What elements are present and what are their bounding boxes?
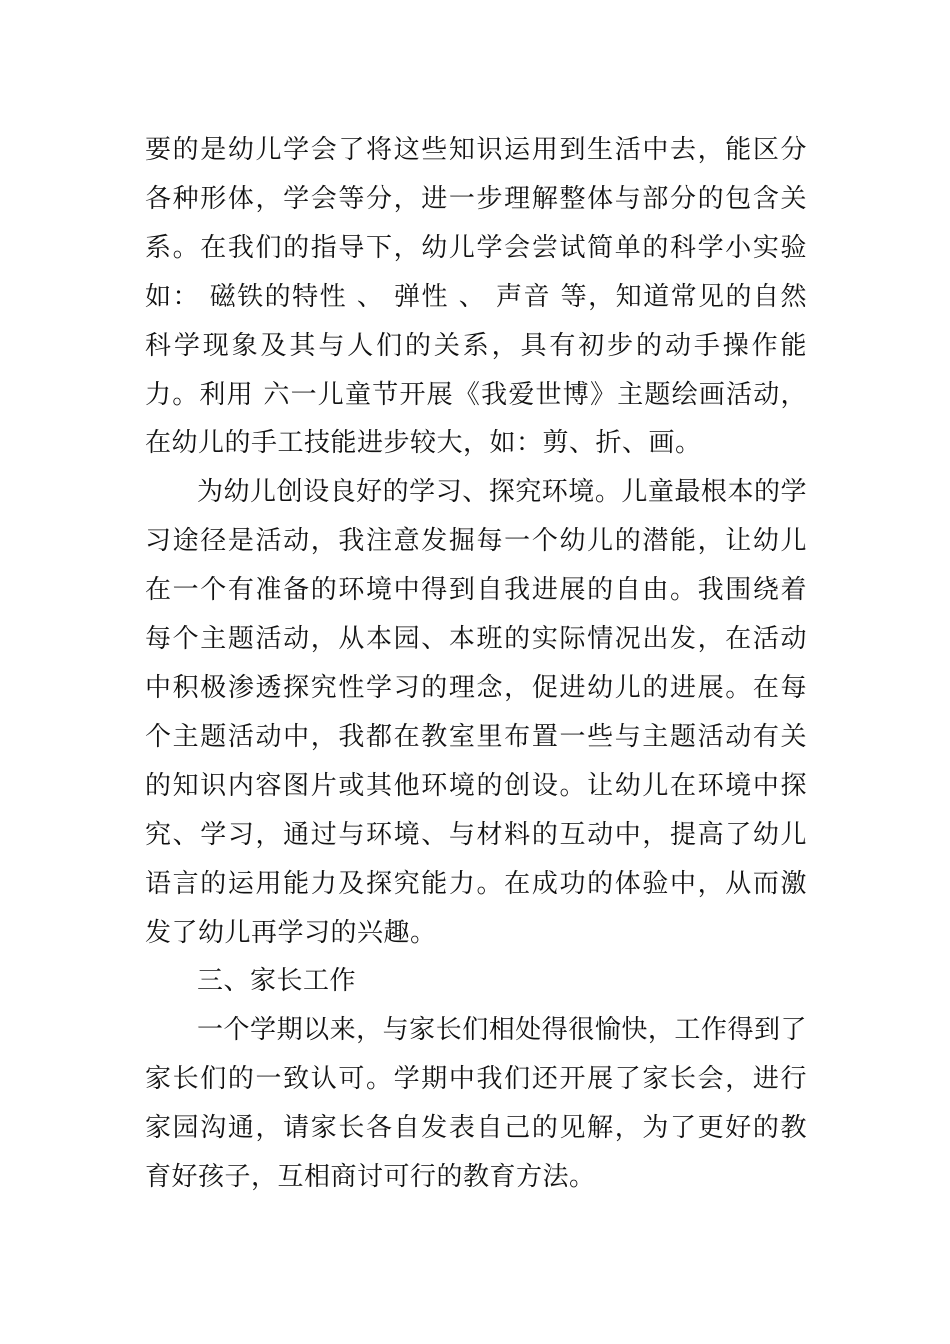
document-body [145,126,807,1202]
paragraph-science-activities: 要的是幼儿学会了将这些知识运用到生活中去，能区分各种形体，学会等分，进一步理解整体与部分的包含关系。在我们的指导下，幼儿学会尝试简单的科学小实验如： 磁铁的特性 、 弹性 、 声音 等，知道常见的自然科学现象及其与人们的关系，具有初步的动手操作能力。利用 六一儿童节开展《我爱世博》主题绘画活动，在幼儿的手工技能进步较大，如：剪、折、画。 [145,135,807,459]
paragraph-learning-environment: 为幼儿创设良好的学习、探究环境。儿童最根本的学习途径是活动，我注意发掘每一个幼儿的潜能，让幼儿在一个有准备的环境中得到自我进展的自由。我围绕着每个主题活动，从本园、本班的实际情况出发，在活动中积极渗透探究性学习的理念，促进幼儿的进展。在每个主题活动中，我都在教室里布置一些与主题活动有关的知识内容图片或其他环境的创设。让幼儿在环境中探究、学习，通过与环境、与材料的互动中，提高了幼儿语言的运用能力及探究能力。在成功的体验中，从而激发了幼儿再学习的兴趣。 [145,477,807,948]
section-heading-parent-work: 三、家长工作 [197,966,357,997]
paragraph-parent-work: 一个学期以来，与家长们相处得很愉快，工作得到了家长们的一致认可。学期中我们还开展了家长会，进行家园沟通，请家长各自发表自己的见解，为了更好的教育好孩子，互相商讨可行的教育方法。 [145,1015,807,1193]
